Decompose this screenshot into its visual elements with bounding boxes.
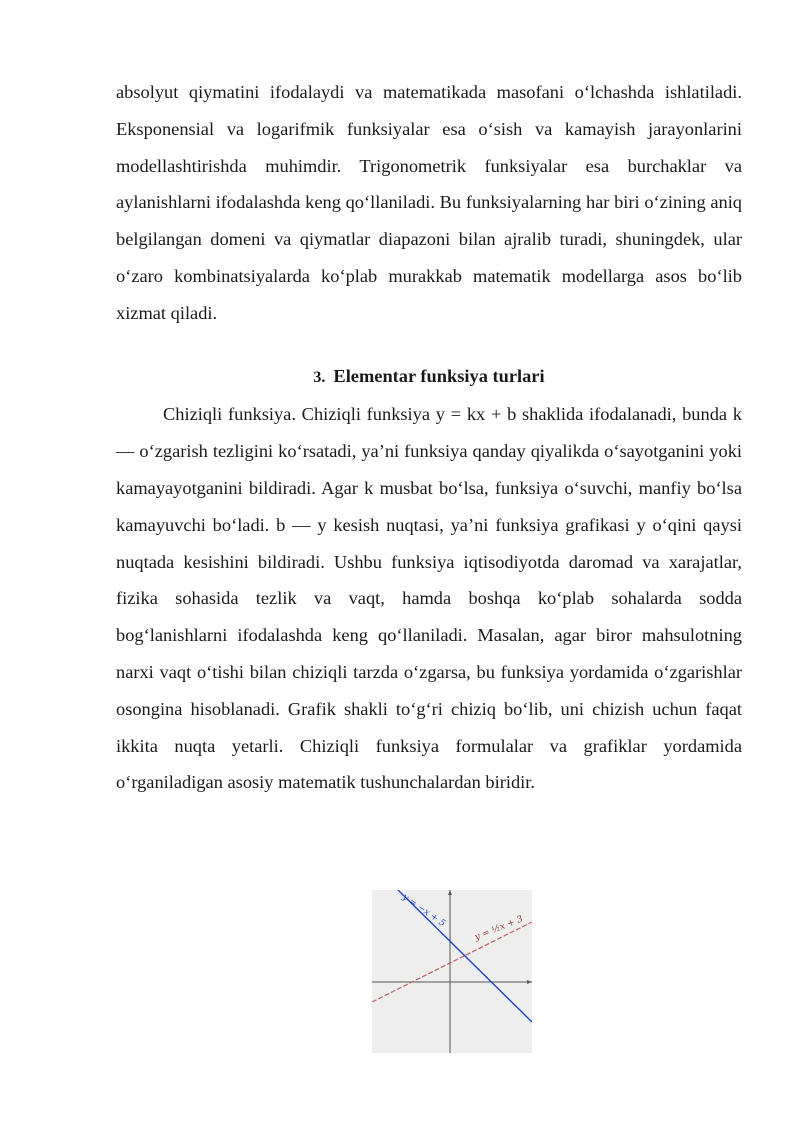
document-page (116, 74, 742, 801)
line1-label: y = −x + 5 (400, 892, 447, 930)
y-axis-arrow (448, 890, 452, 895)
section-number: 3. (313, 368, 326, 386)
linear-functions-graph (372, 890, 532, 1053)
graph-svg (372, 890, 532, 1053)
line2-label: y = ½x + 3 (473, 914, 525, 943)
line-increasing (372, 922, 532, 1002)
section-heading (116, 358, 742, 397)
paragraph-intro: absolyut qiymatini ifodalaydi va matematikada masofani o‘lchashda ishlatiladi. Eksponensial va logarifmik funksiyalar esa o‘sish va kamayish jarayonlarini modellashtirishda muhimdir. Trigonometrik funksiyalar esa burchaklar va aylanishlarni ifodalashda keng qo‘llaniladi. Bu funksiyalarning har biri o‘zining aniq belgilangan domeni va qiymatlar diapazoni bilan ajralib turadi, shuningdek, ular o‘zaro kombinatsiyalarda ko‘plab murakkab matematik modellarga asos bo‘lib xizmat qiladi. (116, 82, 742, 323)
x-axis-arrow (527, 980, 532, 984)
paragraph-linear-function: Chiziqli funksiya. Chiziqli funksiya y = kx + b shaklida ifodalanadi, bunda k — o‘zgarish tezligini ko‘rsatadi, ya’ni funksiya qanday qiyalikda o‘sayotganini yoki kamayayotganini bildiradi. Agar k musbat bo‘lsa, funksiya o‘suvchi, manfiy bo‘lsa kamayuvchi bo‘ladi. b — y kesish nuqtasi, ya’ni funksiya grafikasi y o‘qini qaysi nuqtada kesishini bildiradi. Ushbu funksiya iqtisodiyotda daromad va xarajatlar, fizika sohasida tezlik va vaqt, hamda boshqa ko‘plab sohalarda sodda bog‘lanishlarni ifodalashda keng qo‘llaniladi. Masalan, agar biror mahsulotning narxi vaqt o‘tishi bilan chiziqli tarzda o‘zgarsa, bu funksiya yordamida o‘zgarishlar osongina hisoblanadi. Grafik shakli to‘g‘ri chiziq bo‘lib, uni chizish uchun faqat ikkita nuqta yetarli. Chiziqli funksiya formulalar va grafiklar yordamida o‘rganiladigan asosiy matematik tushunchalardan biridir. (116, 404, 742, 793)
section-title: Elementar funksiya turlari (333, 365, 545, 386)
